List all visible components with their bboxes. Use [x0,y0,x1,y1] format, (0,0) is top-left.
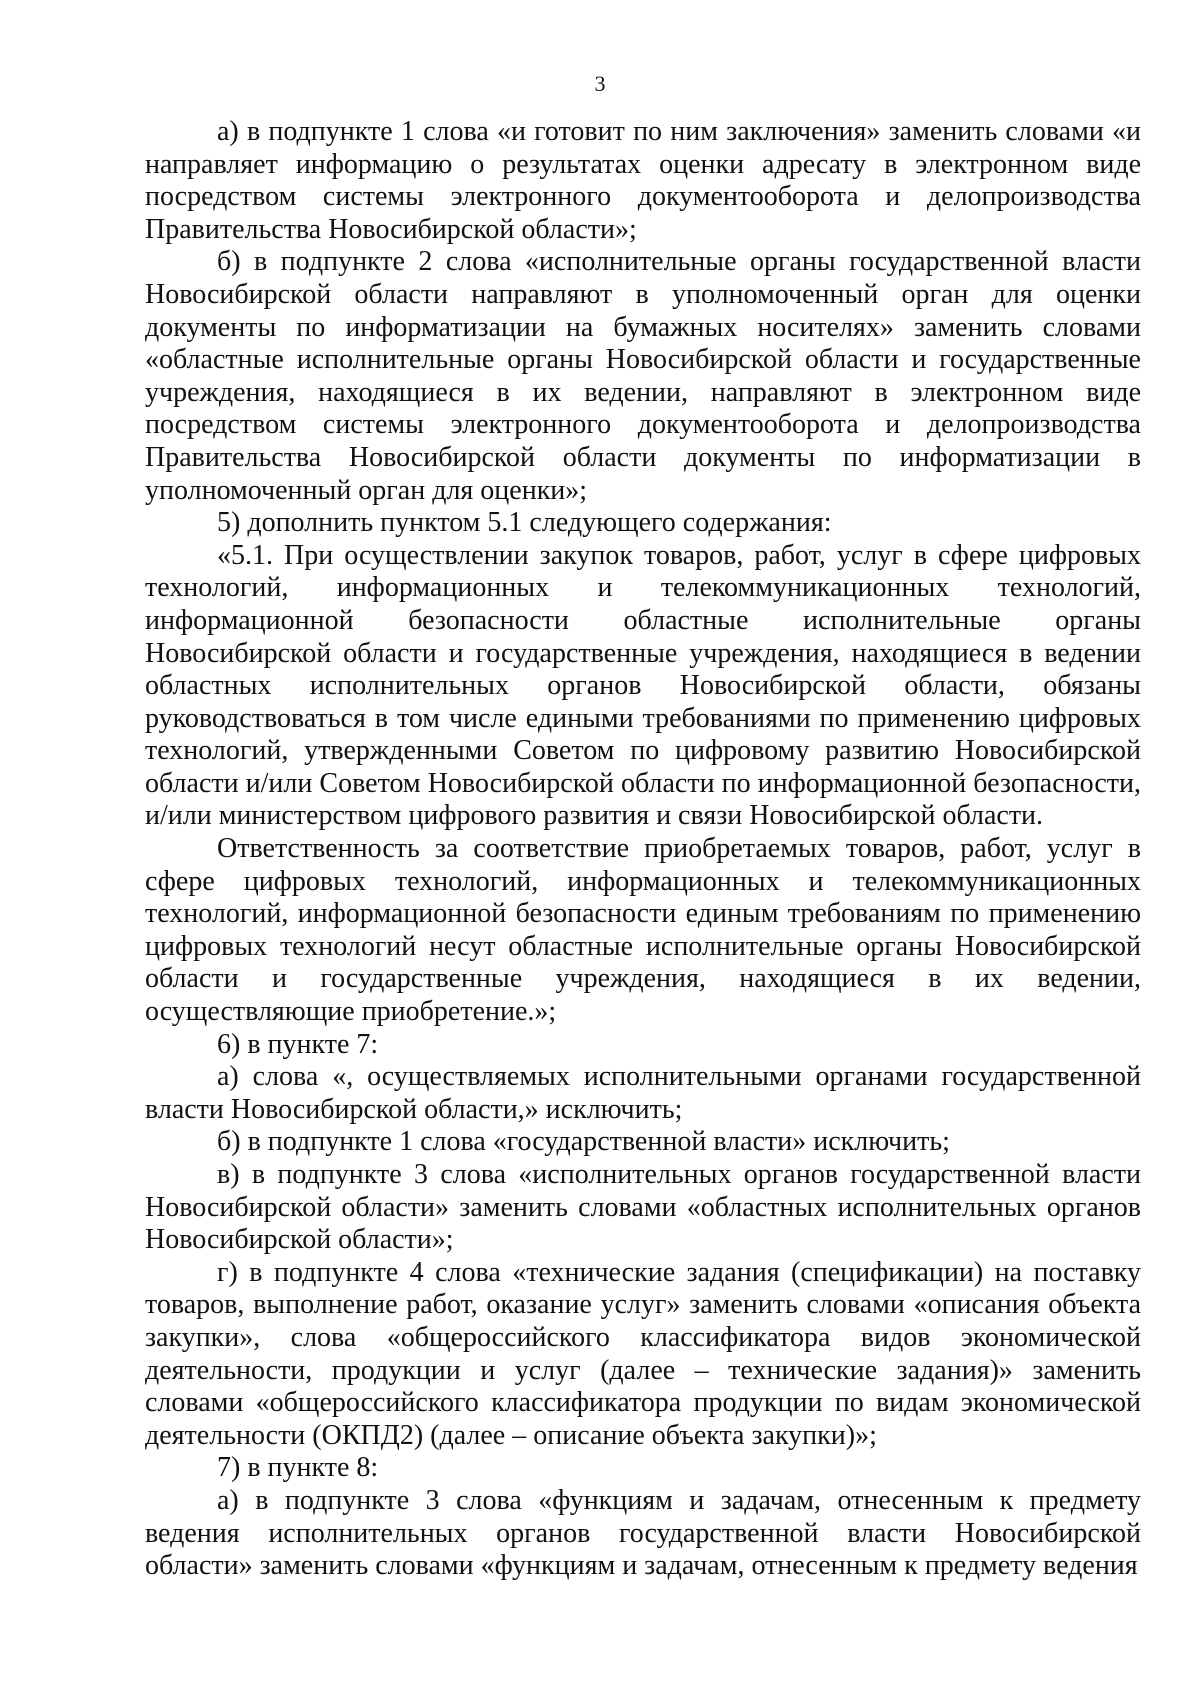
paragraph-5-1: «5.1. При осуществлении закупок товаров, работ, услуг в сфере цифровых технологий, информационных и телекоммуникационных технологий, информационной безопасности областные исполнительные органы Новосибирской области и государственные учреждения, находящиеся в ведении областных исполнительных органов Новосибирской области, обязаны руководствоваться в том числе едиными требованиями по применению цифровых технологий, утвержденными Советом по цифровому развитию Новосибирской области и/или Советом Новосибирской области по информационной безопасности, и/или министерством цифрового развития и связи Новосибирской области. [145,539,1141,832]
document-body [145,116,1141,1583]
paragraph-6a: а) слова «, осуществляемых исполнительными органами государственной власти Новосибирской области,» исключить; [145,1061,1141,1125]
paragraph-7a: а) в подпункте 3 слова «функциям и задачам, отнесенным к предмету ведения исполнительных органов государственной власти Новосибирской области» заменить словами «функциям и задачам, отнесенным к предмету ведения [145,1484,1141,1582]
paragraph-6b: б) в подпункте 1 слова «государственной власти» исключить; [217,1126,950,1158]
page-number: 3 [594,71,606,96]
paragraph-5: 5) дополнить пунктом 5.1 следующего содержания: [217,507,832,539]
paragraph-1b: б) в подпункте 2 слова «исполнительные органы государственной власти Новосибирской области направляют в уполномоченный орган для оценки документы по информатизации на бумажных носителях» заменить словами «областные исполнительные органы Новосибирской области и государственные учреждения, находящиеся в их ведении, направляют в электронном виде посредством системы электронного документооборота и делопроизводства Правительства Новосибирской области документы по информатизации в уполномоченный орган для оценки»; [145,246,1141,506]
paragraph-6: 6) в пункте 7: [217,1028,379,1060]
paragraph-7: 7) в пункте 8: [217,1452,379,1484]
paragraph-1a: а) в подпункте 1 слова «и готовит по ним заключения» заменить словами «и направляет информацию о результатах оценки адресату в электронном виде посредством системы электронного документооборота и делопроизводства Правительства Новосибирской области»; [145,116,1141,245]
paragraph-responsibility: Ответственность за соответствие приобретаемых товаров, работ, услуг в сфере цифровых технологий, информационных и телекоммуникационных технологий, информационной безопасности единым требованиям по применению цифровых технологий несут областные исполнительные органы Новосибирской области и государственные учреждения, находящиеся в их ведении, осуществляющие приобретение.»; [145,833,1141,1028]
paragraph-6v: в) в подпункте 3 слова «исполнительных органов государственной власти Новосибирской области» заменить словами «областных исполнительных органов Новосибирской области»; [145,1159,1141,1256]
paragraph-6g: г) в подпункте 4 слова «технические задания (спецификации) на поставку товаров, выполнение работ, оказание услуг» заменить словами «описания объекта закупки», слова «общероссийского классификатора видов экономической деятельности, продукции и услуг (далее – технические задания)» заменить словами «общероссийского классификатора продукции по видам экономической деятельности (ОКПД2) (далее – описание объекта закупки)»; [145,1256,1141,1451]
